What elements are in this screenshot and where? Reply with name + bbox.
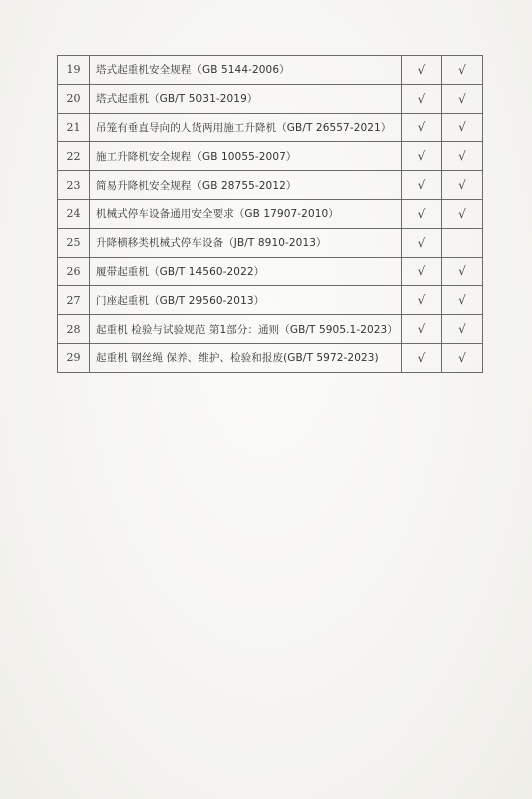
check-mark-col-b: √ — [442, 257, 483, 286]
check-mark-col-b: √ — [442, 199, 483, 228]
row-number: 29 — [58, 343, 90, 372]
check-mark-col-b: √ — [442, 56, 483, 85]
standard-name: 施工升降机安全规程（GB 10055-2007） — [90, 142, 402, 171]
row-number: 19 — [58, 56, 90, 85]
check-mark-col-a: √ — [402, 257, 442, 286]
standard-name: 履带起重机（GB/T 14560-2022） — [90, 257, 402, 286]
row-number: 27 — [58, 286, 90, 315]
row-number: 21 — [58, 113, 90, 142]
standard-name: 升降横移类机械式停车设备（JB/T 8910-2013） — [90, 228, 402, 257]
standard-name: 塔式起重机（GB/T 5031-2019） — [90, 84, 402, 113]
check-mark-col-a: √ — [402, 142, 442, 171]
table-row — [58, 84, 483, 113]
row-number: 22 — [58, 142, 90, 171]
check-mark-col-a: √ — [402, 286, 442, 315]
table-row — [58, 315, 483, 344]
check-mark-col-b — [442, 228, 483, 257]
table-row — [58, 343, 483, 372]
table-row — [58, 257, 483, 286]
table-row — [58, 56, 483, 85]
table-row — [58, 286, 483, 315]
check-mark-col-b: √ — [442, 343, 483, 372]
table-row — [58, 199, 483, 228]
table-row — [58, 142, 483, 171]
check-mark-col-b: √ — [442, 84, 483, 113]
check-mark-col-a: √ — [402, 56, 442, 85]
standard-name: 起重机 钢丝绳 保养、维护、检验和报废(GB/T 5972-2023) — [90, 343, 402, 372]
table-row — [58, 171, 483, 200]
row-number: 26 — [58, 257, 90, 286]
check-mark-col-b: √ — [442, 315, 483, 344]
standards-table — [57, 55, 483, 373]
standard-name: 吊笼有垂直导向的人货两用施工升降机（GB/T 26557-2021） — [90, 113, 402, 142]
check-mark-col-a: √ — [402, 228, 442, 257]
standard-name: 机械式停车设备通用安全要求（GB 17907-2010） — [90, 199, 402, 228]
standard-name: 简易升降机安全规程（GB 28755-2012） — [90, 171, 402, 200]
check-mark-col-b: √ — [442, 171, 483, 200]
check-mark-col-b: √ — [442, 113, 483, 142]
check-mark-col-a: √ — [402, 113, 442, 142]
check-mark-col-a: √ — [402, 199, 442, 228]
row-number: 25 — [58, 228, 90, 257]
table-row — [58, 113, 483, 142]
check-mark-col-a: √ — [402, 315, 442, 344]
check-mark-col-a: √ — [402, 84, 442, 113]
check-mark-col-b: √ — [442, 286, 483, 315]
check-mark-col-a: √ — [402, 171, 442, 200]
row-number: 24 — [58, 199, 90, 228]
check-mark-col-a: √ — [402, 343, 442, 372]
table-row — [58, 228, 483, 257]
row-number: 23 — [58, 171, 90, 200]
check-mark-col-b: √ — [442, 142, 483, 171]
row-number: 28 — [58, 315, 90, 344]
row-number: 20 — [58, 84, 90, 113]
standard-name: 塔式起重机安全规程（GB 5144-2006） — [90, 56, 402, 85]
standard-name: 起重机 检验与试验规范 第1部分：通则（GB/T 5905.1-2023） — [90, 315, 402, 344]
standard-name: 门座起重机（GB/T 29560-2013） — [90, 286, 402, 315]
